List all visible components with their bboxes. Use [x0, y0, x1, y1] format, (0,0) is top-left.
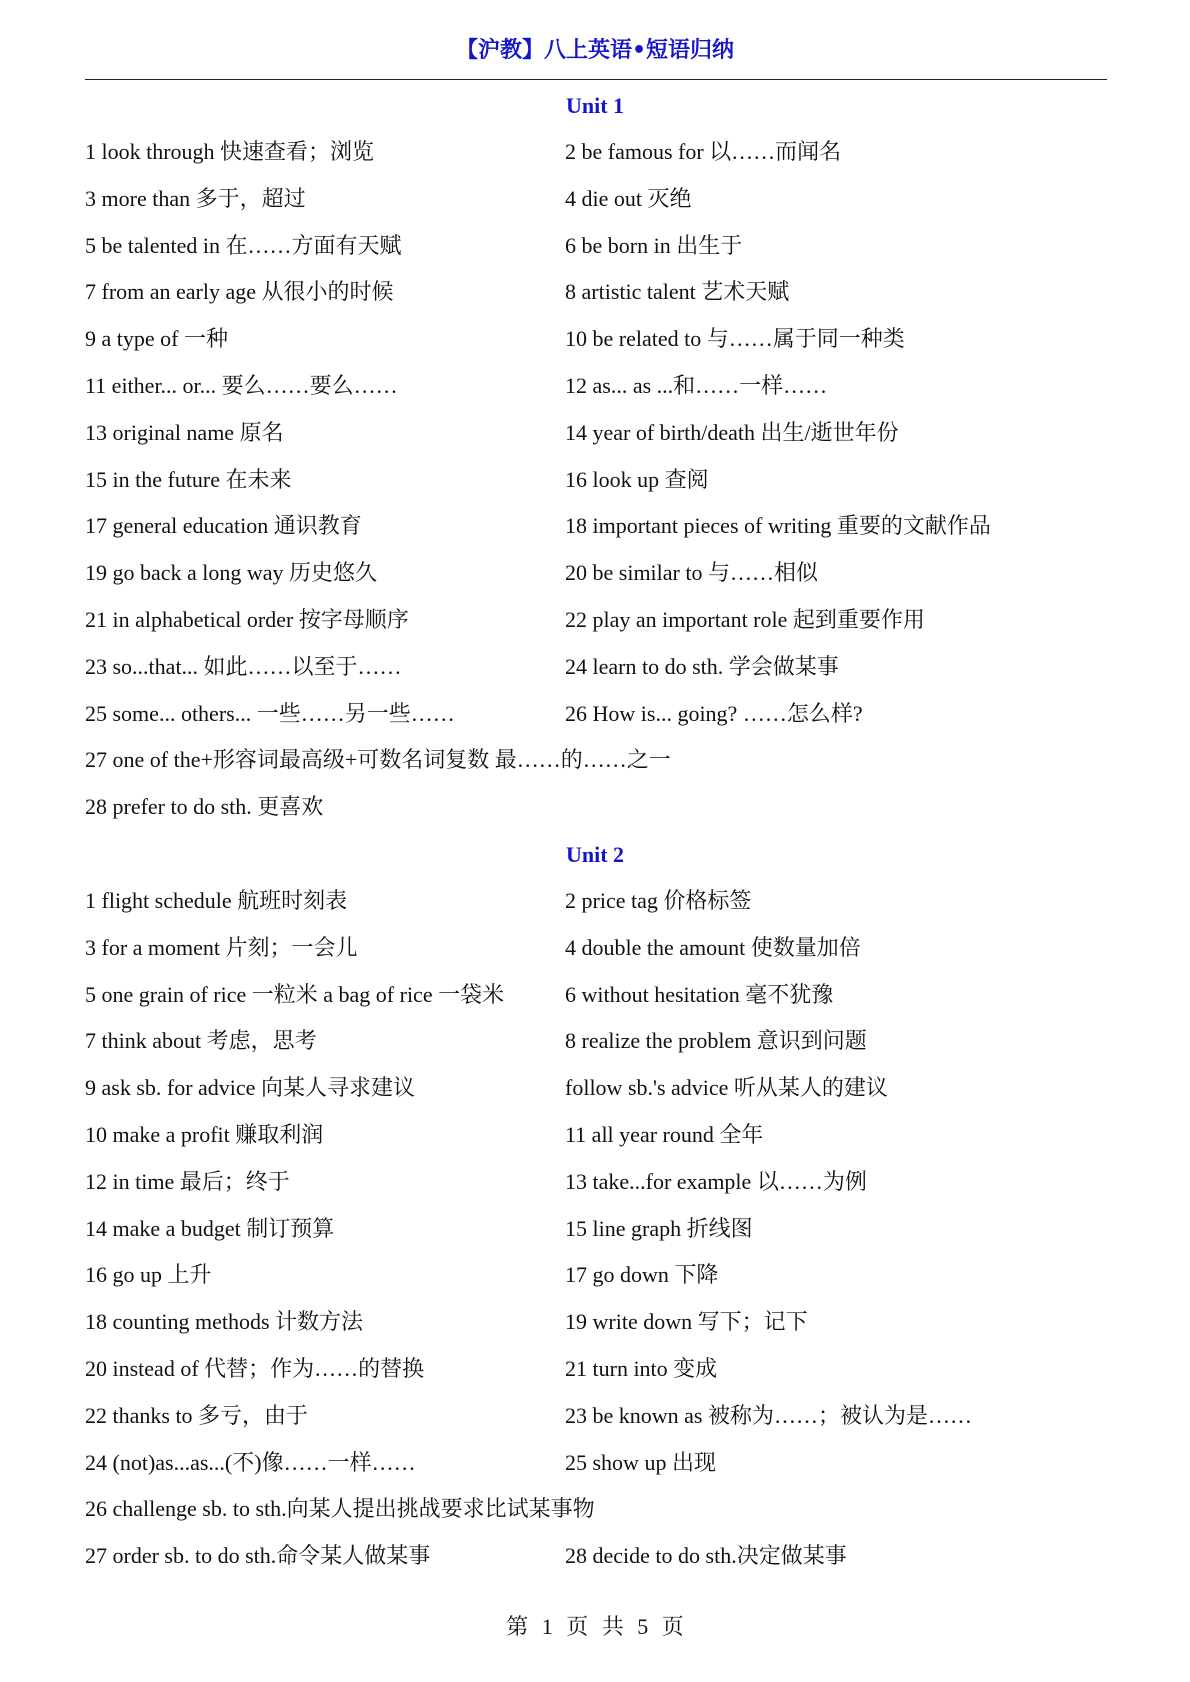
- phrase-item: 17 go down 下降: [565, 1262, 719, 1288]
- phrase-item: 13 original name 原名: [85, 419, 284, 445]
- phrase-item: 21 turn into 变成: [565, 1356, 718, 1381]
- phrase-item: 27 order sb. to do sth.命令某人做某事: [85, 1543, 431, 1569]
- phrase-item: 20 be similar to 与……相似: [565, 560, 818, 586]
- phrase-item: 18 counting methods 计数方法: [85, 1309, 364, 1335]
- phrase-item: 1 look through 快速查看；浏览: [85, 139, 375, 164]
- phrase-item: 23 be known as 被称为……；被认为是……: [565, 1402, 972, 1428]
- phrase-row: [85, 887, 1107, 934]
- phrase-row: [85, 1074, 1107, 1121]
- phrase-item: 16 look up 查阅: [565, 466, 709, 492]
- phrase-item: 11 all year round 全年: [565, 1122, 764, 1147]
- phrase-row: [85, 138, 1107, 185]
- phrase-item: 9 ask sb. for advice 向某人寻求建议: [85, 1075, 415, 1101]
- unit-heading: Unit 1: [565, 93, 625, 118]
- phrase-item: 3 for a moment 片刻；一会儿: [85, 934, 358, 960]
- phrase-row: [85, 700, 1107, 747]
- phrase-item: 9 a type of 一种: [85, 326, 228, 352]
- phrase-row: [85, 1355, 1107, 1402]
- phrase-row: [85, 372, 1107, 419]
- phrase-item: 23 so...that... 如此……以至于……: [85, 653, 402, 679]
- phrase-item: 27 one of the+形容词最高级+可数名词复数 最……的……之一: [85, 747, 671, 773]
- phrase-item: 26 How is... going? ……怎么样?: [565, 700, 863, 726]
- phrase-item: 20 instead of 代替；作为……的替换: [85, 1356, 425, 1381]
- footer-ye-2: 页: [661, 1614, 684, 1639]
- phrase-row: [85, 1449, 1107, 1496]
- phrase-row: [85, 1027, 1107, 1074]
- phrase-item: 18 important pieces of writing 重要的文献作品: [565, 513, 991, 539]
- phrase-row: [85, 653, 1107, 700]
- phrase-row: [85, 559, 1107, 606]
- phrase-item: 15 line graph 折线图: [565, 1215, 753, 1241]
- footer-gong: 共: [601, 1614, 624, 1639]
- page-footer: [0, 1610, 1190, 1641]
- phrase-item: 7 from an early age 从很小的时候: [85, 279, 394, 305]
- phrase-item: 6 be born in 出生于: [565, 232, 743, 258]
- phrase-row: [85, 1542, 1107, 1589]
- phrase-item: follow sb.'s advice 听从某人的建议: [565, 1075, 888, 1101]
- phrase-item: 28 decide to do sth.决定做某事: [565, 1543, 847, 1569]
- phrase-item: 8 artistic talent 艺术天赋: [565, 279, 790, 305]
- phrase-item: 1 flight schedule 航班时刻表: [85, 888, 348, 913]
- phrase-item: 19 write down 写下；记下: [565, 1309, 808, 1335]
- phrase-item: 12 as... as ...和……一样……: [565, 373, 828, 398]
- phrase-row: [85, 185, 1107, 232]
- phrase-row: [85, 325, 1107, 372]
- footer-ye: 页: [566, 1614, 589, 1639]
- phrase-item: 17 general education 通识教育: [85, 513, 362, 539]
- phrase-item: 2 be famous for 以……而闻名: [565, 139, 842, 164]
- phrase-item: 22 play an important role 起到重要作用: [565, 607, 925, 632]
- phrase-item: 8 realize the problem 意识到问题: [565, 1028, 867, 1054]
- phrase-row: [85, 934, 1107, 981]
- phrase-item: 5 be talented in 在……方面有天赋: [85, 232, 402, 258]
- document-title: 【沪教】八上英语•短语归纳: [455, 38, 735, 63]
- phrase-row: [85, 793, 1107, 840]
- phrase-item: 2 price tag 价格标签: [565, 888, 752, 913]
- phrase-item: 26 challenge sb. to sth.向某人提出挑战要求比试某事物: [85, 1496, 595, 1522]
- phrase-item: 4 die out 灭绝: [565, 185, 692, 211]
- phrase-item: 7 think about 考虑，思考: [85, 1028, 317, 1054]
- phrase-item: 25 some... others... 一些……另一些……: [85, 700, 455, 726]
- phrase-item: 25 show up 出现: [565, 1449, 716, 1475]
- phrase-row: [85, 512, 1107, 559]
- phrase-item: 10 make a profit 赚取利润: [85, 1122, 324, 1147]
- phrase-row: [85, 1121, 1107, 1168]
- phrase-item: 6 without hesitation 毫不犹豫: [565, 981, 834, 1007]
- phrase-item: 24 (not)as...as...(不)像……一样……: [85, 1449, 416, 1475]
- phrase-item: 14 year of birth/death 出生/逝世年份: [565, 419, 899, 445]
- phrase-row: [85, 1215, 1107, 1262]
- phrase-item: 11 either... or... 要么……要么……: [85, 373, 398, 398]
- phrase-row: [85, 232, 1107, 279]
- phrase-row: [85, 1261, 1107, 1308]
- footer-total-pages: 5: [637, 1614, 649, 1639]
- phrase-row: [85, 278, 1107, 325]
- phrase-item: 16 go up 上升: [85, 1262, 212, 1288]
- phrase-row: [85, 606, 1107, 653]
- phrase-row: [85, 746, 1107, 793]
- header-rule: [85, 79, 1107, 80]
- phrase-item: 12 in time 最后；终于: [85, 1168, 290, 1194]
- phrase-item: 3 more than 多于，超过: [85, 185, 306, 211]
- phrase-item: 15 in the future 在未来: [85, 466, 292, 492]
- phrase-item: 10 be related to 与……属于同一种类: [565, 326, 905, 352]
- phrase-row: [85, 466, 1107, 513]
- phrase-item: 5 one grain of rice 一粒米 a bag of rice 一袋米: [85, 981, 505, 1007]
- unit-heading: Unit 2: [565, 842, 625, 867]
- phrase-item: 28 prefer to do sth. 更喜欢: [85, 794, 324, 820]
- phrase-row: [85, 1168, 1107, 1215]
- phrase-item: 4 double the amount 使数量加倍: [565, 934, 861, 960]
- phrase-item: 24 learn to do sth. 学会做某事: [565, 653, 839, 679]
- phrase-item: 22 thanks to 多亏，由于: [85, 1402, 309, 1428]
- phrase-row: [85, 981, 1107, 1028]
- phrase-item: 14 make a budget 制订预算: [85, 1215, 335, 1241]
- phrase-row: [85, 419, 1107, 466]
- footer-di: 第: [506, 1614, 529, 1639]
- phrase-row: [85, 1308, 1107, 1355]
- phrase-item: 13 take...for example 以……为例: [565, 1168, 867, 1194]
- phrase-item: 19 go back a long way 历史悠久: [85, 560, 378, 586]
- phrase-row: [85, 1402, 1107, 1449]
- phrase-item: 21 in alphabetical order 按字母顺序: [85, 607, 409, 632]
- phrase-row: [85, 1495, 1107, 1542]
- footer-page-number: 1: [541, 1614, 553, 1639]
